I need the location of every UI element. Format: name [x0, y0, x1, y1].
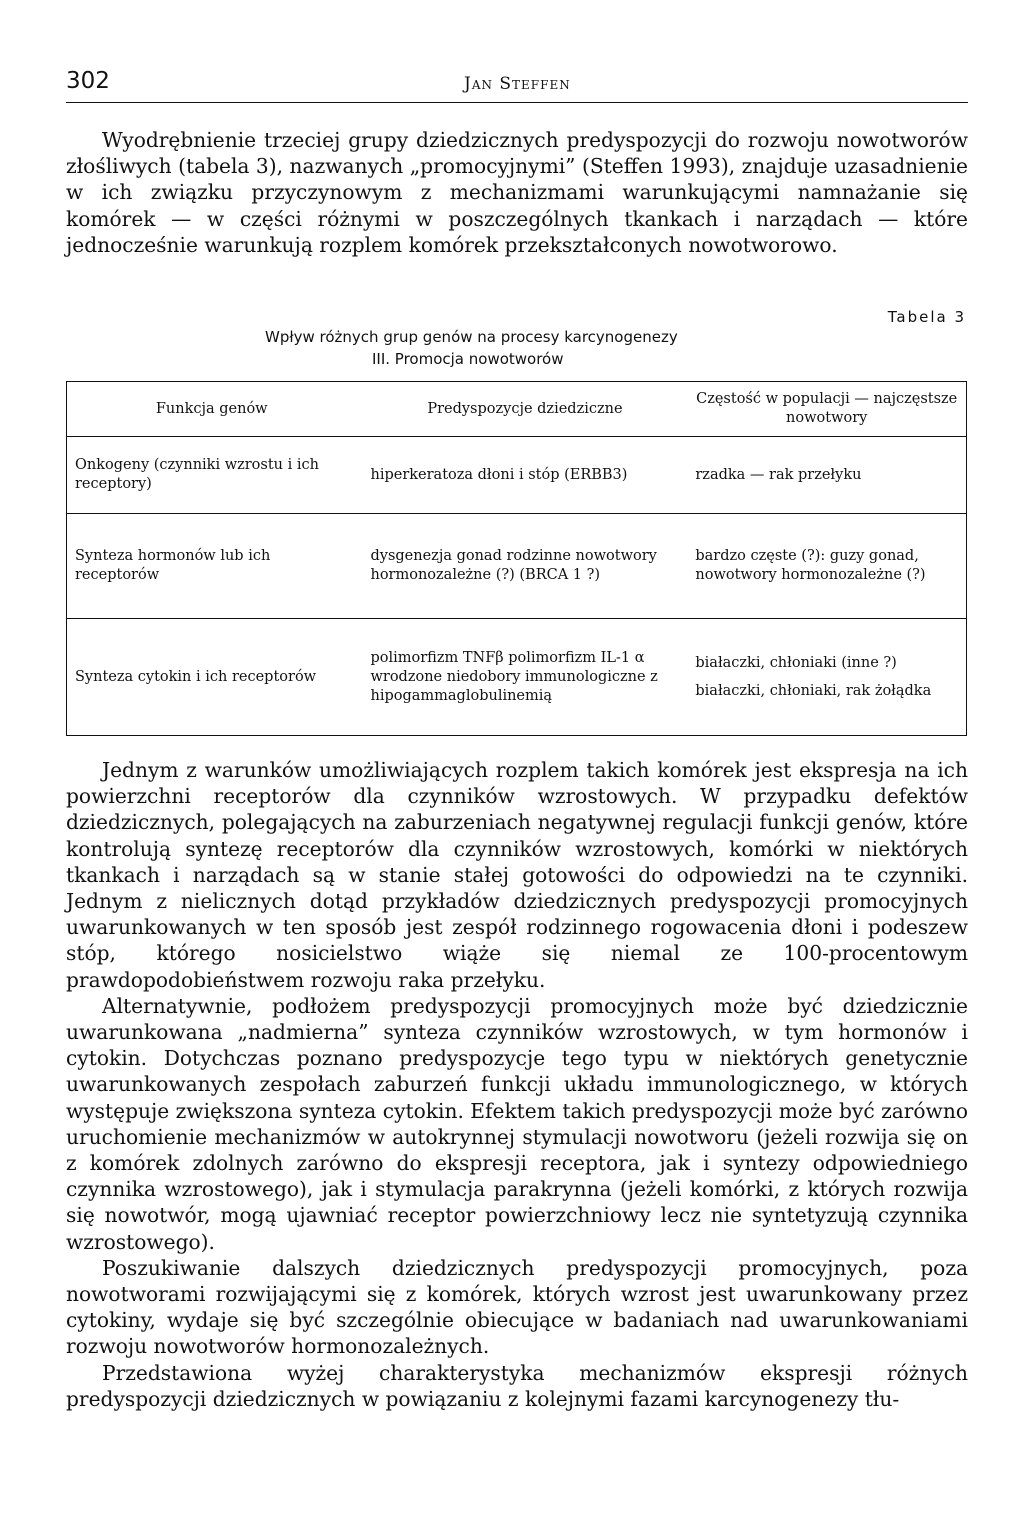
table-row: [67, 437, 967, 514]
page-number: 302: [66, 68, 110, 94]
predisposition-table: [66, 381, 967, 736]
cell-predisposition: dysgenezja gonad rodzinne nowotwory hormonozależne (?) (BRCA 1 ?): [356, 514, 687, 619]
frequency-entry: białaczki, chłoniaki, rak żołądka: [695, 682, 932, 699]
column-header-predisposition: Predyspozycje dziedziczne: [356, 382, 687, 437]
cell-frequency: rzadka — rak przełyku: [687, 437, 966, 514]
cell-predisposition: hiperkeratoza dłoni i stóp (ERBB3): [356, 437, 687, 514]
table-header-row: [67, 382, 967, 437]
body-text: [66, 757, 968, 1412]
column-header-frequency: Częstość w populacji — najczęstsze nowotwory: [687, 382, 966, 437]
cell-function: Synteza hormonów lub ich receptorów: [67, 514, 357, 619]
table-subcaption: III. Promocja nowotworów: [372, 350, 564, 368]
body-paragraph: Poszukiwanie dalszych dziedzicznych predyspozycji promocyjnych, poza nowotworami rozwijającymi się z komórek, których wzrost jest uwarunkowany przez cytokiny, wydaje się być szczególnie obiecujące w badaniach nad uwarunkowaniami rozwoju nowotworów hormonozależnych.: [66, 1255, 968, 1359]
cell-predisposition: polimorfizm TNFβ polimorfizm IL-1 α wrodzone niedobory immunologiczne z hipogammaglobulinemią: [356, 619, 687, 736]
running-head: Jan Steffen: [464, 74, 571, 94]
column-header-function: Funkcja genów: [67, 382, 357, 437]
intro-paragraph: Wyodrębnienie trzeciej grupy dziedzicznych predyspozycji do rozwoju nowotworów złośliwych (tabela 3), nazwanych „promocyjnymi” (Steffen 1993), znajduje uzasadnienie w ich związku przyczynowym z mechanizmami warunkującymi namnażanie się komórek — w części różnymi w poszczególnych tkankach i narządach — które jednocześnie warunkują rozplem komórek przekształconych nowotworowo.: [66, 128, 968, 257]
frequency-entry: białaczki, chłoniaki (inne ?): [695, 654, 897, 671]
cell-function: Synteza cytokin i ich receptorów: [67, 619, 357, 736]
page-header: [66, 62, 968, 103]
body-paragraph: Alternatywnie, podłożem predyspozycji promocyjnych może być dziedzicznie uwarunkowana „nadmierna” synteza czynników wzrostowych, w tym hormonów i cytokin. Dotychczas poznano predyspozycje tego typu w niektórych genetycznie uwarunkowanych zespołach zaburzeń funkcji układu immunologicznego, w których występuje zwiększona synteza cytokin. Efektem takich predyspozycji może być zarówno uruchomienie mechanizmów w autokrynnej stymulacji nowotworu (jeżeli rozwija się on z komórek zdolnych zarówno do ekspresji receptora, jak i syntezy odpowiedniego czynnika wzrostowego), jak i stymulacja parakrynna (jeżeli komórki, z których rozwija się nowotwór, mogą ujawniać receptor powierzchniowy lecz nie syntetyzują czynnika wzrostowego).: [66, 993, 968, 1254]
cell-frequency: [687, 619, 966, 736]
cell-function: Onkogeny (czynniki wzrostu i ich receptory): [67, 437, 357, 514]
table-label: Tabela 3: [887, 308, 966, 326]
table-row: [67, 514, 967, 619]
table-caption: Wpływ różnych grup genów na procesy karcynogenezy: [265, 328, 678, 346]
body-paragraph: Przedstawiona wyżej charakterystyka mechanizmów ekspresji różnych predyspozycji dziedzicznych w powiązaniu z kolejnymi fazami karcynogenezy tłu-: [66, 1360, 968, 1411]
body-paragraph: Jednym z warunków umożliwiających rozplem takich komórek jest ekspresja na ich powierzchni receptorów dla czynników wzrostowych. W przypadku defektów dziedzicznych, polegających na zaburzeniach negatywnej regulacji funkcji genów, które kontrolują syntezę receptorów dla czynników wzrostowych, komórki w niektórych tkankach i narządach są w stanie stałej gotowości do odpowiedzi na te czynniki. Jednym z nielicznych dotąd przykładów dziedzicznych predyspozycji promocyjnych uwarunkowanych w ten sposób jest zespół rodzinnego rogowacenia dłoni i podeszew stóp, którego nosicielstwo wiąże się niemal ze 100-procentowym prawdopodobieństwem rozwoju raka przełyku.: [66, 758, 968, 992]
cell-frequency: bardzo częste (?): guzy gonad, nowotwory hormonozależne (?): [687, 514, 966, 619]
table-row: [67, 619, 967, 736]
